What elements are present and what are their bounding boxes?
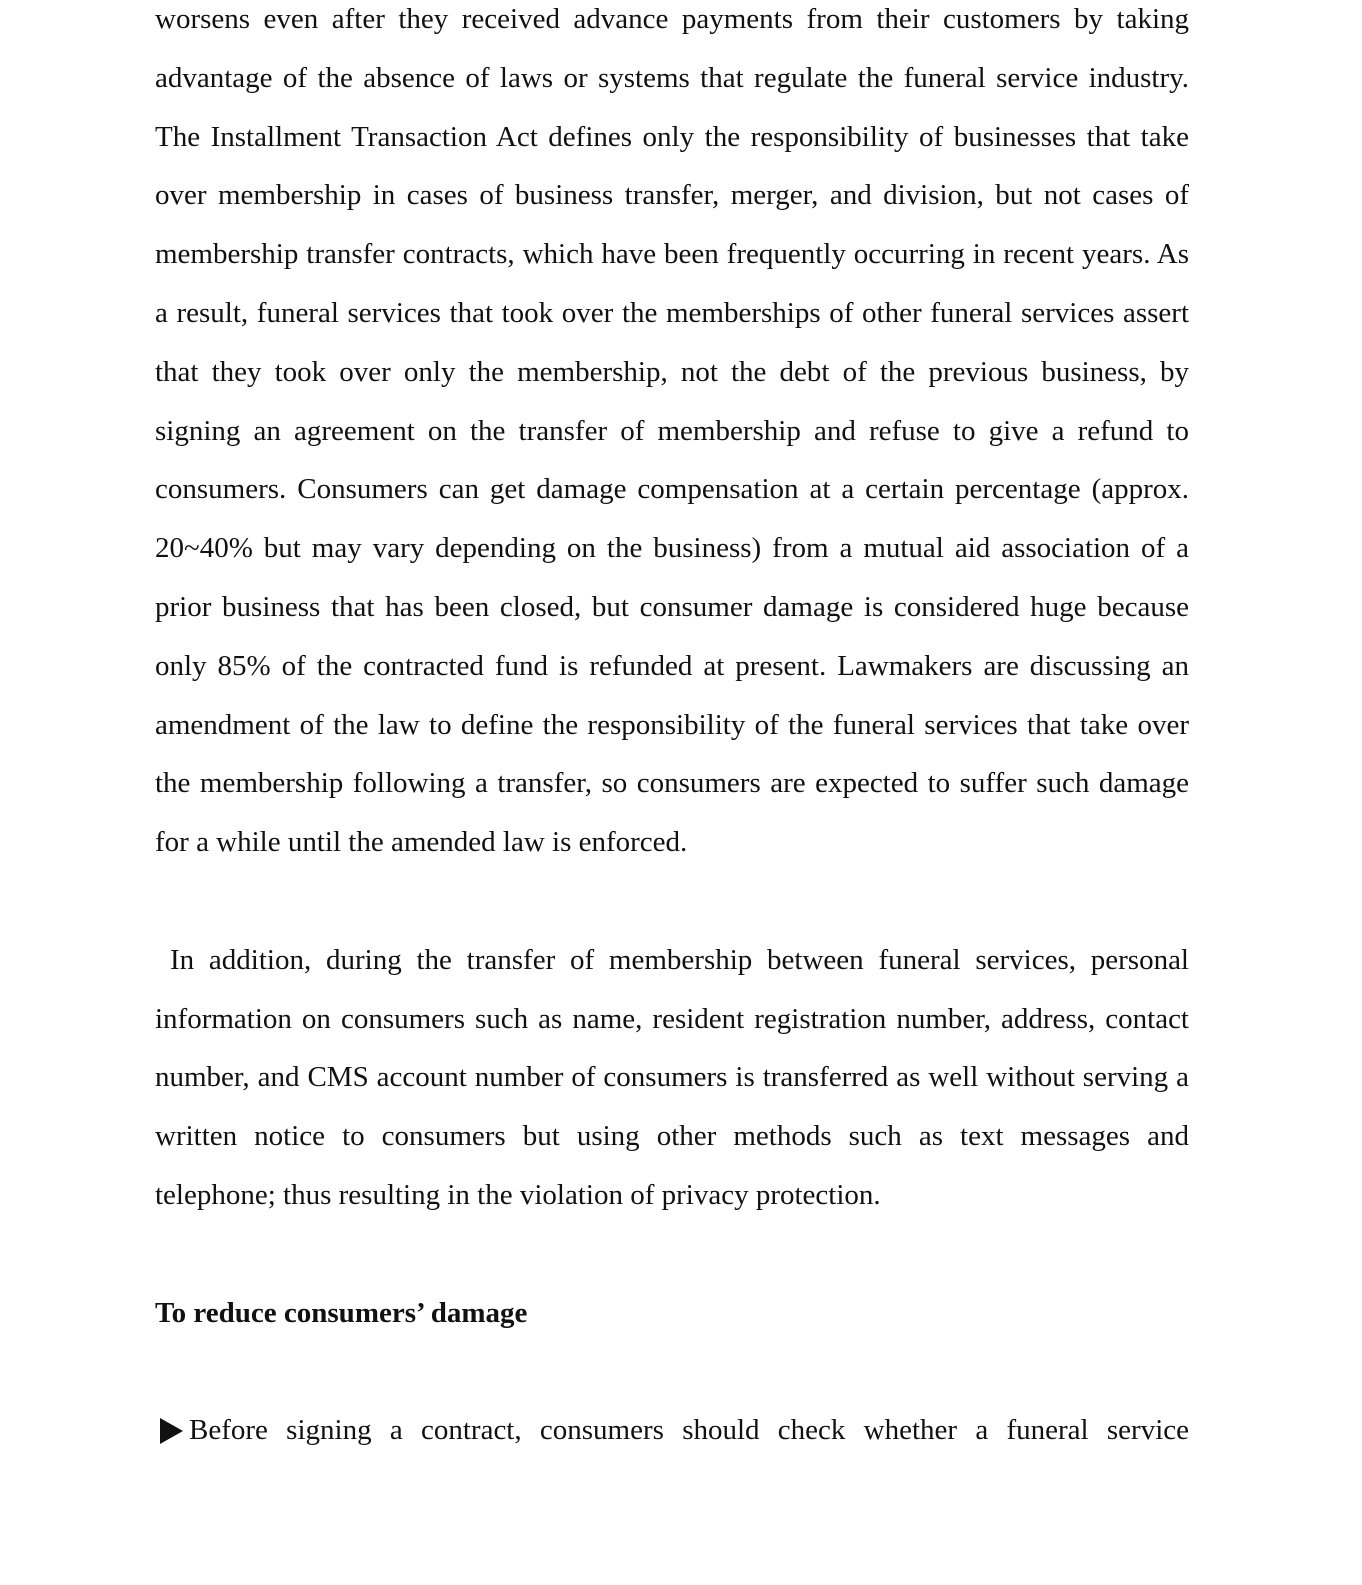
bullet-item-1 (155, 1401, 1189, 1460)
bullet-item-text: Before signing a contract, consumers should check whether a funeral service (189, 1414, 1189, 1447)
paragraph-spacer (155, 1225, 1189, 1284)
body-paragraph-2: In addition, during the transfer of membership between funeral services, personal information on consumers such as name, resident registration number, address, contact number, and CMS account number of consumers is transferred as well without serving a written notice to consumers but using other methods such as text messages and telephone; thus resulting in the violation of privacy protection. (155, 943, 1189, 1211)
section-heading: To reduce consumers’ damage (155, 1296, 528, 1329)
paragraph-spacer (155, 872, 1189, 931)
document-page (155, 0, 1189, 1460)
body-paragraph-1: worsens even after they received advance payments from their customers by taking advantage of the absence of laws or systems that regulate the funeral service industry. The Installment Transaction Act defines only the responsibility of businesses that take over membership in cases of business transfer, merger, and division, but not cases of membership transfer contracts, which have been frequently occurring in recent years. As a result, funeral services that took over the memberships of other funeral services assert that they took over only the membership, not the debt of the previous business, by signing an agreement on the transfer of membership and refuse to give a refund to consumers. Consumers can get damage compensation at a certain percentage (approx. 20~40% but may vary depending on the business) from a mutual aid association of a prior business that has been closed, but consumer damage is considered huge because only 85% of the contracted fund is refunded at present. Lawmakers are discussing an amendment of the law to define the responsibility of the funeral services that take over the membership following a transfer, so consumers are expected to suffer such damage for a while until the amended law is enforced. (155, 3, 1189, 859)
paragraph-spacer (155, 1342, 1189, 1401)
triangle-bullet-icon (160, 1418, 183, 1444)
